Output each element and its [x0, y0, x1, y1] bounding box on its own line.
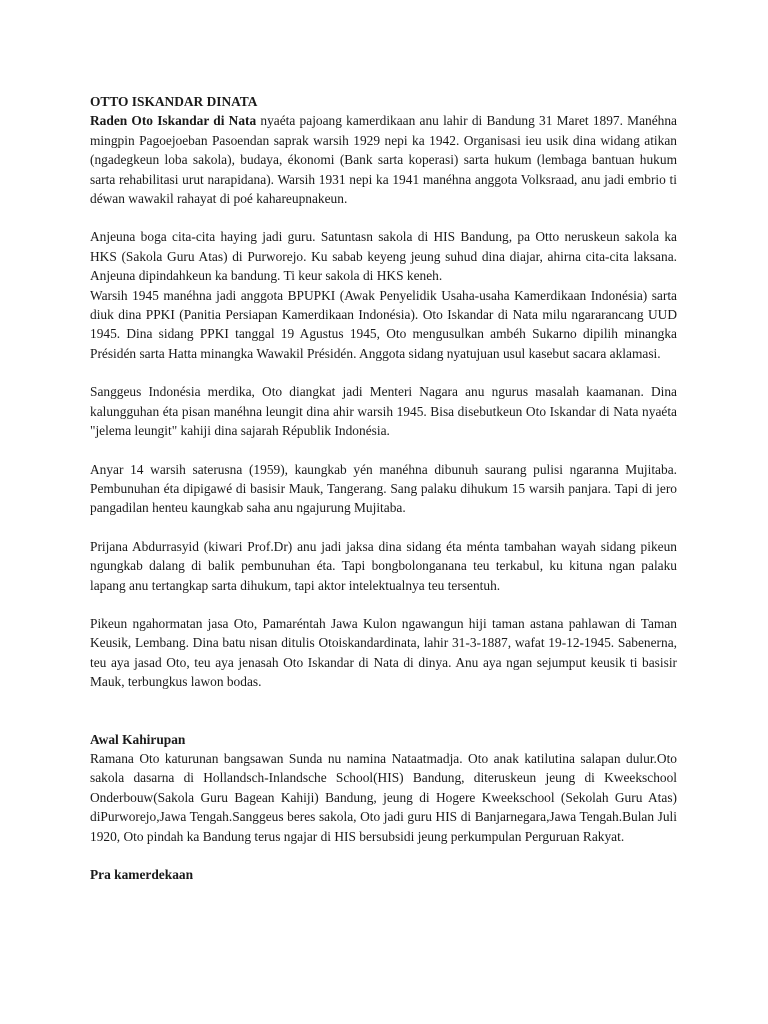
- intro-text: nyaéta pajoang kamerdikaan anu lahir di Bandung 31 Maret 1897. Manéhna mingpin Pagoejoeban Pasoendan saprak warsih 1929 nepi ka 1942. Organisasi ieu usik dina widang atikan (ngadegkeun loba sakola), budaya, ékonomi (Bank sarta koperasi) sarta hukum (lembaga bantuan hukum sarta rehabilitasi urut narapidana). Warsih 1931 nepi ka 1941 manéhna anggota Volksraad, anu jadi embrio ti déwan wawakil rahayat di poé kahareupnakeun.: [90, 113, 677, 207]
- section-heading-pra: Pra kamerdekaan: [90, 867, 194, 882]
- paragraph-astana: Pikeun ngahormatan jasa Oto, Pamaréntah Jawa Kulon ngawangun hiji taman astana pahlawan di Taman Keusik, Lembang. Dina batu nisan ditulis Otoiskandardinata, lahir 31-3-1887, wafat 19-12-1945. Sabenerna, teu aya jasad Oto, teu aya jenasah Oto Iskandar di Nata di dinya. Anu aya ngan sejumput keusik ti basisir Mauk, terbungkus lawon bodas.: [90, 615, 677, 690]
- intro-lead-name: Raden Oto Iskandar di Nata: [90, 113, 257, 129]
- document-title: OTTO ISKANDAR DINATA: [90, 94, 258, 109]
- paragraph-awal-kahirupan: Ramana Oto katurunan bangsawan Sunda nu namina Nataatmadja. Oto anak katilutina salapan dulur.Oto sakola dasarna di Hollandsch-Inlandsche School(HIS) Bandung, diteruskeun jeung di Kweekschool Onderbouw(Sakola Guru Bagean Kahiji) Bandung, jeung di Hogere Kweekschool (Sekolah Guru Atas) diPurworejo,Jawa Tengah.Sanggeus beres sakola, Oto jadi guru HIS di Banjarnegara,Jawa Tengah.Bulan Juli 1920, Oto pindah ka Bandung terus ngajar di HIS bersubsidi jeung perkumpulan Perguruan Rakyat.: [90, 750, 677, 844]
- paragraph-jaksa: Prijana Abdurrasyid (kiwari Prof.Dr) anu jadi jaksa dina sidang éta ménta tambahan wayah sidang pikeun ngungkab dalang di balik pembunuhan éta. Tapi bongbolonganana teu terkabul, ku kituna ngan palaku lapang anu tertangkap sarta dihukum, tapi aktor intelektualnya teu tersentuh.: [90, 538, 677, 593]
- intro-paragraph: [90, 111, 677, 208]
- paragraph-bpupki: Warsih 1945 manéhna jadi anggota BPUPKI (Awak Penyelidik Usaha-usaha Kamerdikaan Indonésia) sarta diuk dina PPKI (Panitia Persiapan Kamerdikaan Indonésia). Oto Iskandar di Nata milu ngararancang UUD 1945. Dina sidang PPKI tanggal 19 Agustus 1945, Oto mengusulkan ambéh Sukarno dipilih minangka Présidén sarta Hatta minangka Wawakil Présidén. Anggota sidang nyatujuan usul kasebut sacara aklamasi.: [90, 287, 677, 361]
- paragraph-menteri: Sanggeus Indonésia merdika, Oto diangkat jadi Menteri Nagara anu ngurus masalah kaamanan. Dina kalungguhan éta pisan manéhna leungit dina ahir warsih 1945. Bisa disebutkeun Oto Iskandar di Nata nyaéta "jelema leungit" kahiji dina sajarah Républik Indonésia.: [90, 384, 677, 439]
- document-body: [90, 92, 677, 884]
- paragraph-cita-cita: Anjeuna boga cita-cita haying jadi guru. Satuntasn sakola di HIS Bandung, pa Otto neruskeun sakola ka HKS (Sakola Guru Atas) di Purworejo. Ku sabab keyeng jeung suhud dina diajar, ahirna cita-cita laksana. Anjeuna dipindahkeun ka bandung. Ti keur sakola di HKS keneh.: [90, 229, 677, 284]
- paragraph-mujitaba: Anyar 14 warsih saterusna (1959), kaungkab yén manéhna dibunuh saurang pulisi ngaranna Mujitaba. Pembunuhan éta dipigawé di basisir Mauk, Tangerang. Sang palaku dihukum 15 warsih panjara. Tapi di jero pangadilan henteu kaungkab saha anu ngajurung Mujitaba.: [90, 461, 677, 516]
- section-heading-awal: Awal Kahirupan: [90, 731, 186, 747]
